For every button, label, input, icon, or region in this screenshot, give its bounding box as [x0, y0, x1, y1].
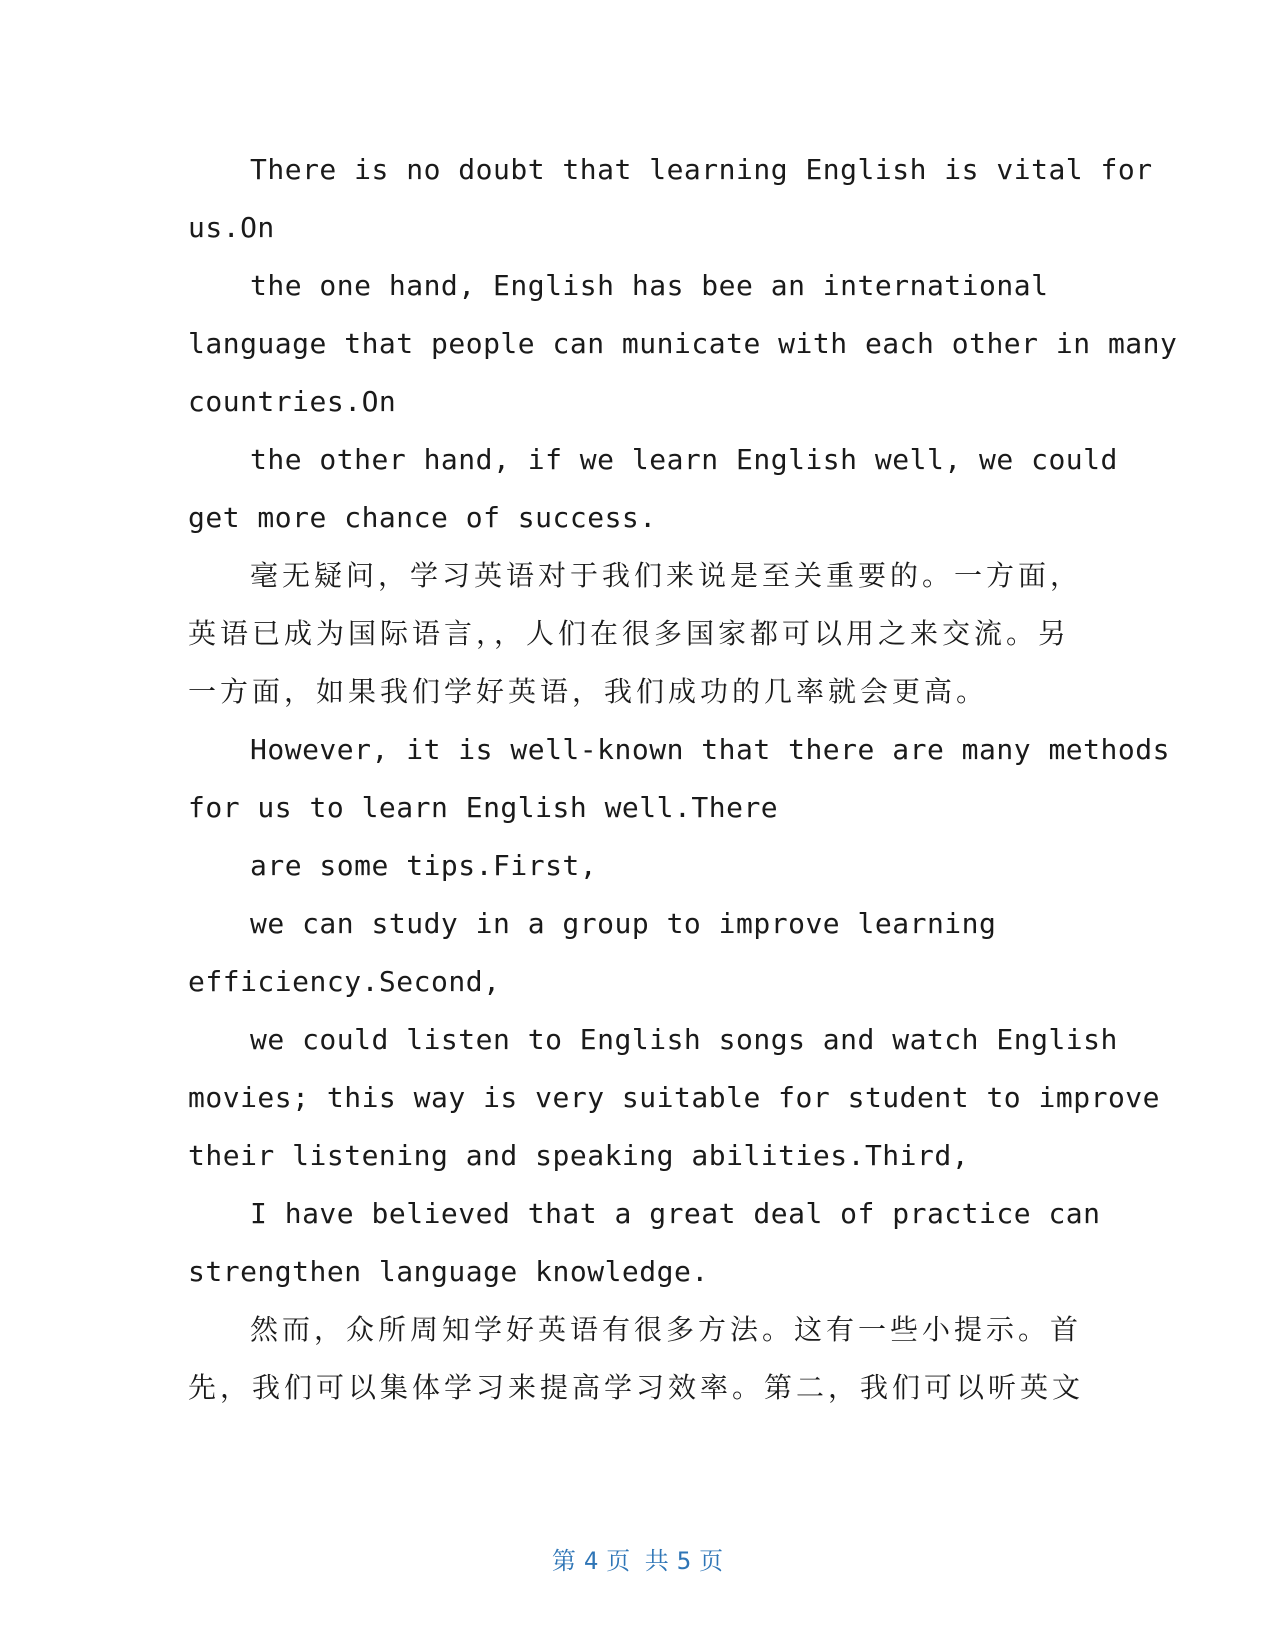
text-line: their listening and speaking abilities.Third,: [188, 1139, 970, 1172]
page-footer: [0, 1545, 1275, 1577]
text-line: get more chance of success.: [188, 501, 657, 534]
text-line: efficiency.Second,: [188, 965, 501, 998]
text-line: are some tips.First,: [250, 849, 598, 882]
footer-prefix: 第: [551, 1547, 576, 1575]
total-pages-number: 5: [676, 1547, 692, 1575]
footer-suffix: 页: [699, 1547, 724, 1575]
text-line: language that people can municate with each other in many: [188, 327, 1178, 360]
text-line: us.On: [188, 211, 275, 244]
text-line-chinese: 先，我们可以集体学习来提高学习效率。第二，我们可以听英文: [188, 1371, 1085, 1404]
text-line: movies; this way is very suitable for student to improve: [188, 1081, 1161, 1114]
current-page-number: 4: [583, 1547, 599, 1575]
text-line: we could listen to English songs and watch English: [250, 1023, 1118, 1056]
text-line: we can study in a group to improve learning: [250, 907, 997, 940]
text-line: for us to learn English well.There: [188, 791, 779, 824]
text-line: There is no doubt that learning English is vital for: [250, 153, 1153, 186]
text-line: the other hand, if we learn English well, we could: [250, 443, 1118, 476]
text-line: However, it is well-known that there are many methods: [250, 733, 1170, 766]
text-line: countries.On: [188, 385, 397, 418]
text-line: strengthen language knowledge.: [188, 1255, 709, 1288]
text-line-chinese: 然而，众所周知学好英语有很多方法。这有一些小提示。首: [250, 1313, 1083, 1346]
footer-mid: 页 共: [606, 1547, 669, 1575]
text-line-chinese: 毫无疑问，学习英语对于我们来说是至关重要的。一方面，: [250, 559, 1083, 592]
text-line-chinese: 英语已成为国际语言，，人们在很多国家都可以用之来交流。另: [188, 617, 1071, 650]
text-line-chinese: 一方面，如果我们学好英语，我们成功的几率就会更高。: [188, 675, 989, 708]
text-line: I have believed that a great deal of practice can: [250, 1197, 1101, 1230]
text-line: the one hand, English has bee an international: [250, 269, 1049, 302]
